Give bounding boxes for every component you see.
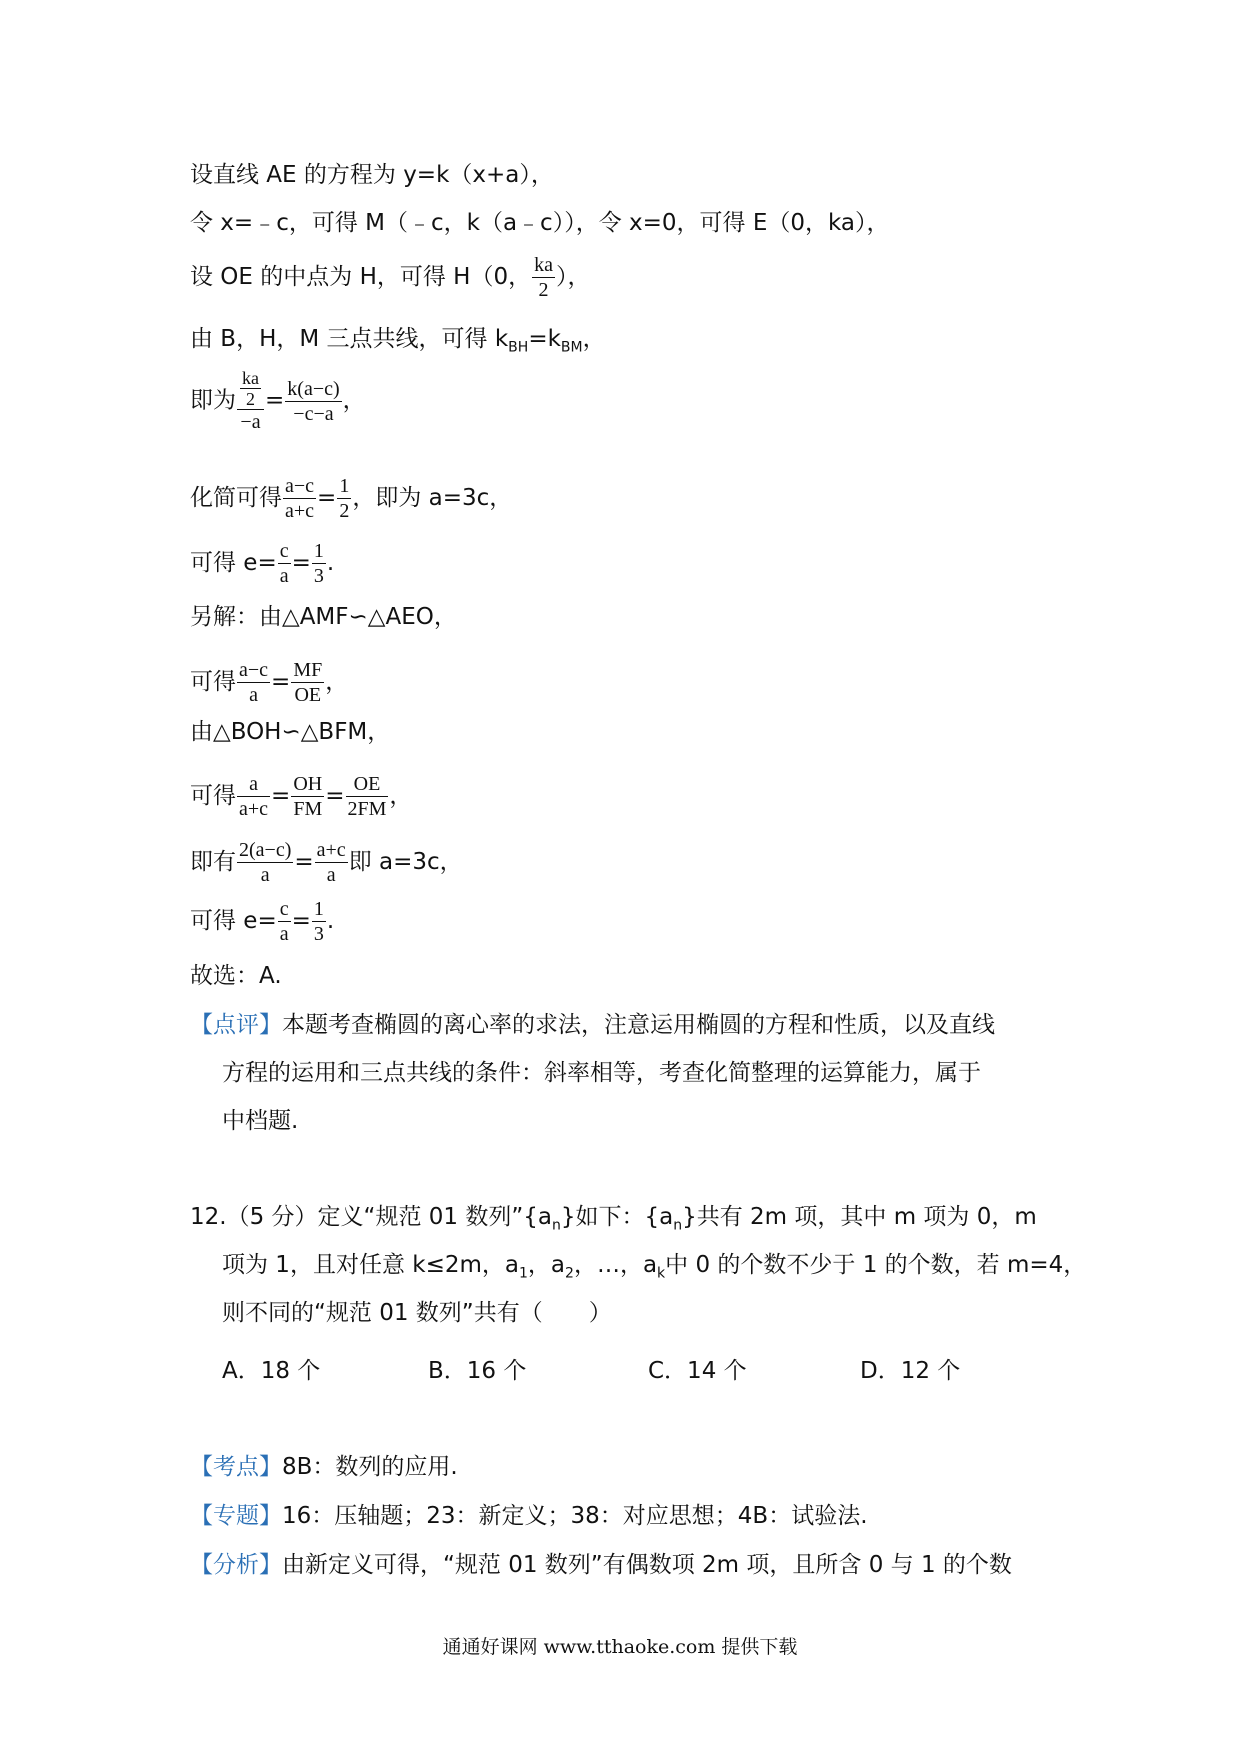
solution-line-11 — [190, 772, 412, 821]
text: 由 B，H，M 三点共线，可得 k — [190, 326, 509, 352]
numerator: c — [279, 540, 289, 562]
solution-line-7 — [190, 539, 334, 588]
text: ）， — [556, 264, 591, 290]
solution-line-9 — [190, 658, 348, 707]
text: 12.（5 分）定义“规范 01 数列”{a — [190, 1204, 552, 1230]
fraction — [291, 772, 324, 821]
text: 可得 e= — [190, 908, 277, 934]
fenxi-tag: 【分析】 — [190, 1552, 282, 1578]
text: 可得 — [190, 783, 236, 809]
text: ，即为 a=3c， — [352, 485, 513, 511]
text: ，…，a — [573, 1252, 658, 1278]
fraction — [291, 658, 324, 707]
text: 设 OE 的中点为 H，可得 H（0， — [190, 264, 532, 290]
fraction — [237, 838, 293, 887]
text: 即 a=3c， — [348, 849, 463, 875]
fraction — [237, 658, 270, 707]
fraction — [312, 539, 326, 588]
equals: = — [291, 550, 311, 576]
subscript: BM — [560, 339, 583, 356]
denominator: a — [279, 923, 289, 945]
denominator: 2FM — [347, 798, 387, 820]
solution-line-3 — [190, 253, 591, 302]
solution-line-4 — [190, 324, 606, 363]
denominator: 3 — [313, 923, 324, 945]
fraction — [337, 474, 351, 523]
denominator: a+c — [285, 500, 315, 522]
numerator: OE — [346, 772, 389, 797]
fraction — [278, 539, 291, 588]
fraction — [278, 897, 291, 946]
numerator: 1 — [313, 898, 324, 920]
denominator: −c−a — [293, 402, 334, 425]
numerator: a+c — [316, 839, 346, 861]
equals: = — [325, 783, 345, 809]
fraction — [315, 838, 348, 887]
numerator: OH — [291, 772, 324, 797]
subscript: n — [551, 1217, 561, 1234]
solution-line-2: 令 x=﹣c，可得 M（﹣c，k（a﹣c）），令 x=0，可得 E（0，ka）， — [190, 210, 890, 236]
text: ， — [582, 326, 606, 352]
compound-fraction — [237, 368, 264, 434]
subscript: 2 — [565, 1265, 574, 1282]
denominator: a — [260, 864, 270, 886]
numerator: 1 — [313, 540, 324, 562]
kaodian-line — [190, 1452, 458, 1482]
denominator: 2 — [246, 389, 255, 409]
fraction — [285, 377, 341, 426]
numerator: a−c — [239, 659, 269, 681]
text: . — [326, 550, 335, 576]
numerator: ka — [242, 368, 259, 388]
text: 化简可得 — [190, 485, 282, 511]
denominator: a — [249, 684, 258, 706]
text: 可得 e= — [190, 550, 277, 576]
numerator: 2(a−c) — [239, 839, 292, 861]
numerator: a — [237, 772, 270, 797]
zhuanti-tag: 【专题】 — [190, 1503, 282, 1529]
equals: = — [291, 908, 311, 934]
equals: = — [271, 669, 291, 695]
option-a: A．18 个 — [222, 1358, 321, 1384]
option-c: C．14 个 — [648, 1358, 747, 1384]
fraction — [283, 474, 316, 523]
fraction — [237, 772, 270, 821]
option-d: D．12 个 — [860, 1358, 961, 1384]
fraction — [346, 772, 389, 821]
fenxi-line — [190, 1550, 1012, 1580]
text: =k — [528, 326, 561, 352]
numerator — [237, 368, 264, 410]
option-b: B．16 个 — [428, 1358, 527, 1384]
equals: = — [271, 783, 291, 809]
solution-line-14: 故选：A. — [190, 963, 282, 989]
numerator: 1 — [339, 475, 350, 497]
numerator: ka — [534, 254, 553, 276]
inner-fraction — [240, 368, 261, 409]
zhuanti-line — [190, 1501, 868, 1531]
text: 即有 — [190, 849, 236, 875]
subscript: k — [657, 1265, 666, 1282]
subscript: 1 — [518, 1265, 528, 1282]
text: 可得 — [190, 669, 236, 695]
denominator: a — [279, 565, 289, 587]
text: }共有 2m 项，其中 m 项为 0，m — [682, 1204, 1037, 1230]
text: ， — [389, 783, 413, 809]
equals: = — [265, 387, 285, 414]
denominator: a+c — [239, 798, 269, 820]
fenxi-text: 由新定义可得，“规范 01 数列”有偶数项 2m 项，且所含 0 与 1 的个数 — [282, 1552, 1012, 1578]
comment-line-2: 方程的运用和三点共线的条件：斜率相等，考查化简整理的运算能力，属于 — [222, 1060, 981, 1086]
equals: = — [294, 849, 314, 875]
solution-line-1: 设直线 AE 的方程为 y=k（x+a）， — [190, 162, 554, 188]
denominator: FM — [293, 798, 323, 820]
numerator: MF — [293, 659, 323, 681]
text: 即为 — [190, 387, 236, 414]
fraction — [532, 253, 555, 302]
denominator: 3 — [313, 565, 324, 587]
page-footer: 通通好课网 www.tthaoke.com 提供下载 — [442, 1636, 798, 1658]
solution-line-12 — [190, 838, 463, 887]
solution-line-5 — [190, 368, 366, 434]
text: 项为 1，且对任意 k≤2m，a — [222, 1252, 519, 1278]
solution-line-6 — [190, 474, 512, 523]
denominator: a — [326, 864, 336, 886]
text: }如下：{a — [560, 1204, 674, 1230]
zhuanti-text: 16：压轴题；23：新定义；38：对应思想；4B：试验法. — [282, 1503, 868, 1529]
subscript: BH — [508, 339, 529, 356]
text: . — [326, 908, 335, 934]
text: ，a — [527, 1252, 566, 1278]
comment-tag: 【点评】 — [190, 1012, 282, 1038]
solution-line-10: 由△BOH∽△BFM， — [190, 719, 391, 745]
text: 中 0 的个数不少于 1 的个数，若 m=4， — [665, 1252, 1087, 1278]
denominator: 2 — [339, 500, 350, 522]
question-line-3: 则不同的“规范 01 数列”共有（ ） — [222, 1300, 612, 1326]
subscript: n — [673, 1217, 683, 1234]
denominator: 2 — [538, 279, 549, 301]
denominator: OE — [294, 684, 322, 706]
numerator: k(a−c) — [287, 377, 340, 400]
comment-text: 本题考查椭圆的离心率的求法，注意运用椭圆的方程和性质，以及直线 — [282, 1012, 995, 1038]
denominator: −a — [240, 411, 261, 433]
text: ， — [342, 387, 366, 414]
equals: = — [317, 485, 337, 511]
kaodian-tag: 【考点】 — [190, 1454, 282, 1480]
solution-line-8: 另解：由△AMF∽△AEO， — [190, 604, 457, 630]
numerator: a−c — [285, 475, 315, 497]
text: ， — [325, 669, 349, 695]
kaodian-text: 8B：数列的应用. — [282, 1454, 458, 1480]
question-line-2 — [222, 1250, 1086, 1289]
comment-line-3: 中档题. — [222, 1108, 299, 1134]
question-line-1 — [190, 1202, 1037, 1241]
solution-line-13 — [190, 897, 334, 946]
comment-line-1 — [190, 1010, 995, 1040]
numerator: c — [279, 898, 289, 920]
fraction — [312, 897, 326, 946]
